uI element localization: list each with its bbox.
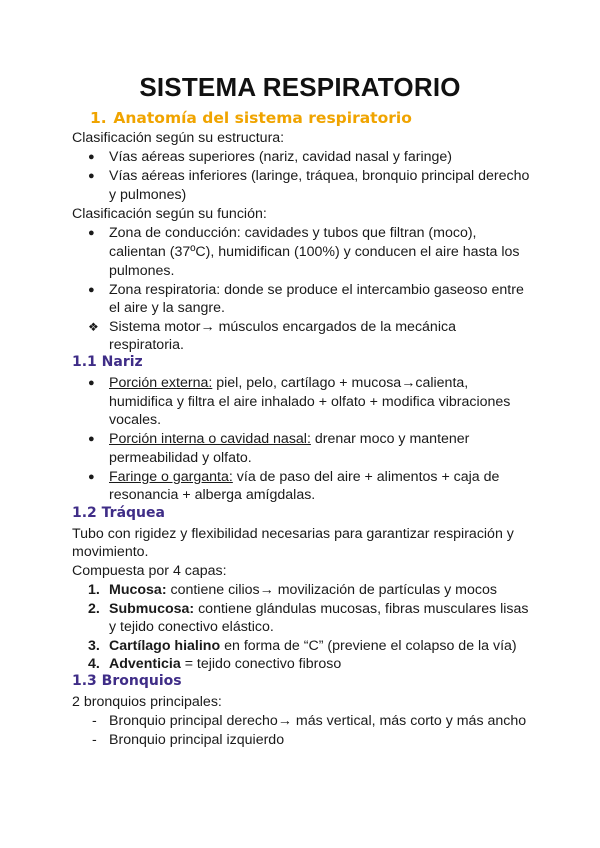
list-number: 3. [88,638,100,654]
dash-bullet-icon: - [92,713,97,729]
list-item-continuation: y pulmones) [109,187,187,203]
list-item [109,600,529,619]
term-text: vía de paso del aire + alimentos + caja de [232,469,500,485]
list-item: Vías aéreas inferiores (laringe, tráquea, bronquio principal derecho [109,168,530,184]
list-item [109,581,497,600]
layer-name: Cartílago hialino [109,638,221,654]
list-item: Zona de conducción: cavidades y tubos que filtran (moco), [109,225,477,241]
list-number: 2. [88,601,100,617]
layer-name: Submucosa: [109,601,195,617]
paragraph: Clasificación según su función: [72,206,267,222]
list-number: 4. [88,656,100,672]
section-heading-text: Anatomía del sistema respiratorio [113,109,412,127]
list-item: Zona respiratoria: donde se produce el intercambio gaseoso entre [109,282,524,298]
paragraph: 2 bronquios principales: [72,694,222,710]
bullet-icon: ● [88,433,95,445]
layer-text: en forma de “C” (previene el colapso de la vía) [220,638,517,654]
section-number: 1. [90,109,107,127]
paragraph: Clasificación según su estructura: [72,130,285,146]
term-label: Porción externa: [109,375,213,391]
subsection-heading: 1.2 Tráquea [72,505,165,521]
list-item-continuation: pulmones. [109,263,175,279]
paragraph: Compuesta por 4 capas: [72,563,227,579]
bullet-icon: ● [88,151,95,163]
bullet-icon: ● [88,227,95,239]
paragraph: Tubo con rigidez y flexibilidad necesarias para garantizar respiración y [72,526,514,542]
layer-name: Adventicia [109,656,181,672]
list-item-continuation: respiratoria. [109,337,184,353]
term-label: Faringe o garganta: [109,469,233,485]
list-item: Bronquio principal izquierdo [109,732,285,748]
bullet-icon: ● [88,170,95,182]
list-item [109,637,517,656]
layer-text: contiene cilios→ movilización de partículas y mocos [166,582,497,598]
list-item: Vías aéreas superiores (nariz, cavidad nasal y faringe) [109,149,453,165]
layer-text: = tejido conectivo fibroso [180,656,342,672]
list-item [109,430,469,449]
layer-text: contiene glándulas mucosas, fibras musculares lisas [194,601,529,617]
list-item-continuation: el aire y la sangre. [109,300,225,316]
list-item: Bronquio principal derecho→ más vertical, más corto y más ancho [109,713,527,729]
list-item [109,655,341,674]
bullet-icon: ● [88,471,95,483]
list-item-continuation: resonancia + alberga amígdalas. [109,487,316,503]
layer-name: Mucosa: [109,582,167,598]
list-item-continuation: humidifica y filtra el aire inhalado + olfato + modifica vibraciones [109,394,511,410]
subsection-heading: 1.3 Bronquios [72,673,182,689]
section-heading [90,109,412,127]
term-text: piel, pelo, cartílago + mucosa→calienta, [212,375,469,391]
bullet-icon: ● [88,284,95,296]
subsection-heading: 1.1 Nariz [72,354,143,370]
diamond-bullet-icon: ❖ [88,320,99,334]
list-item: Sistema motor→ músculos encargados de la mecánica [109,319,456,335]
bullet-icon: ● [88,377,95,389]
list-item [109,374,468,393]
list-item [109,468,499,487]
paragraph: movimiento. [72,544,149,560]
list-item-continuation: calientan (37ºC), humidifican (100%) y conducen el aire hasta los [109,244,520,260]
term-text: drenar moco y mantener [310,431,470,447]
list-number: 1. [88,582,100,598]
page-title: SISTEMA RESPIRATORIO [139,72,461,102]
dash-bullet-icon: - [92,732,97,748]
list-item-continuation: y tejido conectivo elástico. [109,619,274,635]
term-label: Porción interna o cavidad nasal: [109,431,311,447]
list-item-continuation: vocales. [109,412,162,428]
list-item-continuation: permeabilidad y olfato. [109,450,252,466]
